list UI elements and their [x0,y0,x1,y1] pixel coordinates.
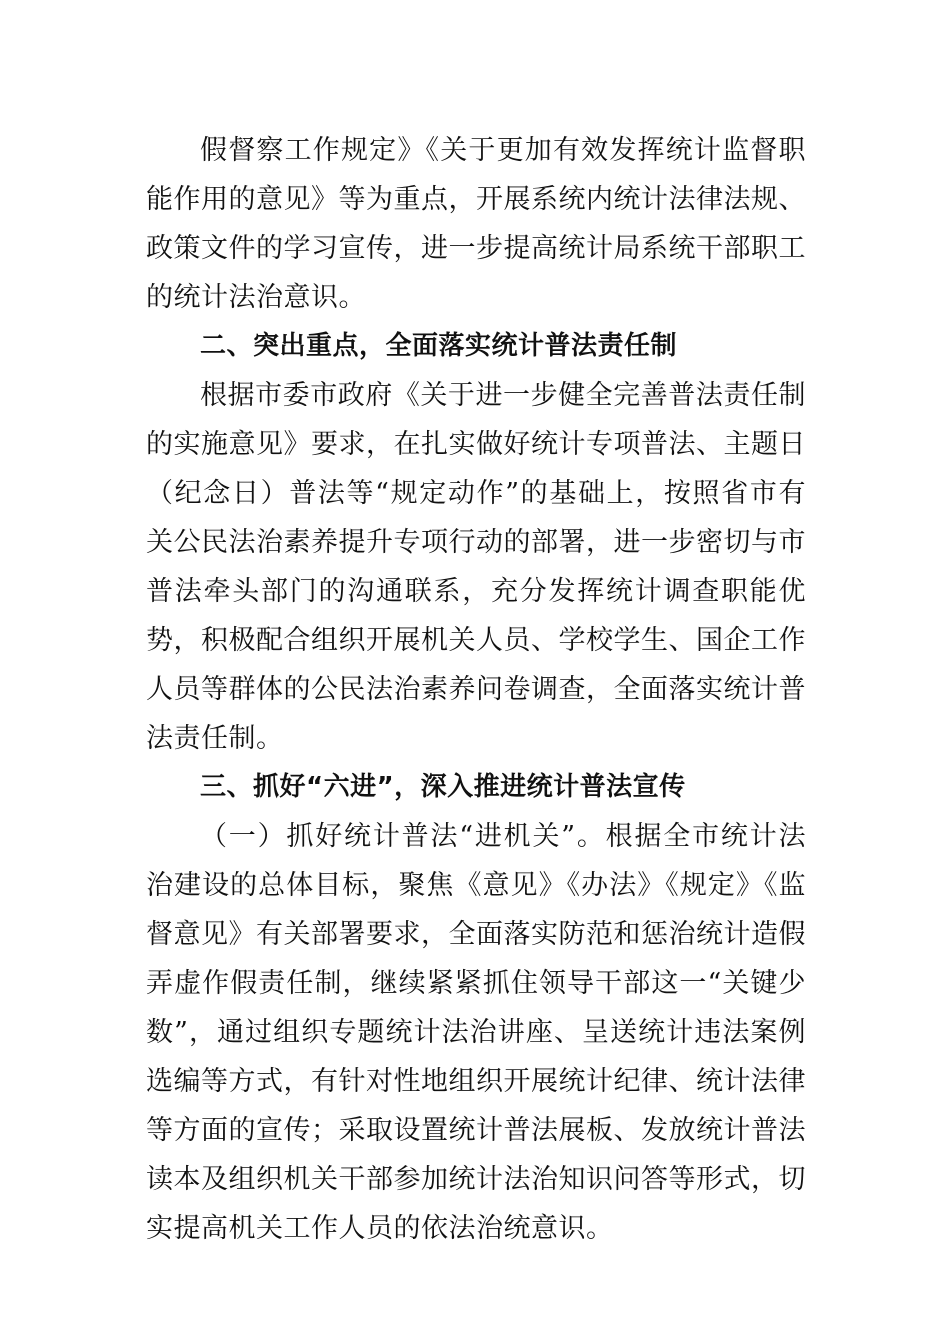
section-heading-2: 二、突出重点，全面落实统计普法责任制 [200,331,678,361]
paragraph-section-3-1: （一）抓好统计普法“进机关”。根据全市统计法治建设的总体目标，聚焦《意见》《办法》《规定》《监督意见》有关部署要求，全面落实防范和惩治统计造假弄虚作假责任制，继续紧紧抓住领导干部这一“关键少数”，通过组织专题统计法治讲座、呈送统计违法案例选编等方式，有针对性地组织开展统计纪律、统计法律等方面的宣传；采取设置统计普法展板、发放统计普法读本及组织机关干部参加统计法治知识问答等形式，切实提高机关工作人员的依法治统意识。 [146,821,806,1244]
paragraph-section-2: 根据市委市政府《关于进一步健全完善普法责任制的实施意见》要求，在扎实做好统计专项普法、主题日（纪念日）普法等“规定动作”的基础上，按照省市有关公民法治素养提升专项行动的部署，进一步密切与市普法牵头部门的沟通联系，充分发挥统计调查职能优势，积极配合组织开展机关人员、学校学生、国企工作人员等群体的公民法治素养问卷调查，全面落实统计普法责任制。 [146,380,806,754]
document-body [146,126,806,1253]
section-heading-3: 三、抓好“六进”，深入推进统计普法宣传 [200,772,686,802]
paragraph-continued: 假督察工作规定》《关于更加有效发挥统计监督职能作用的意见》等为重点，开展系统内统计法律法规、政策文件的学习宣传，进一步提高统计局系统干部职工的统计法治意识。 [146,135,806,313]
